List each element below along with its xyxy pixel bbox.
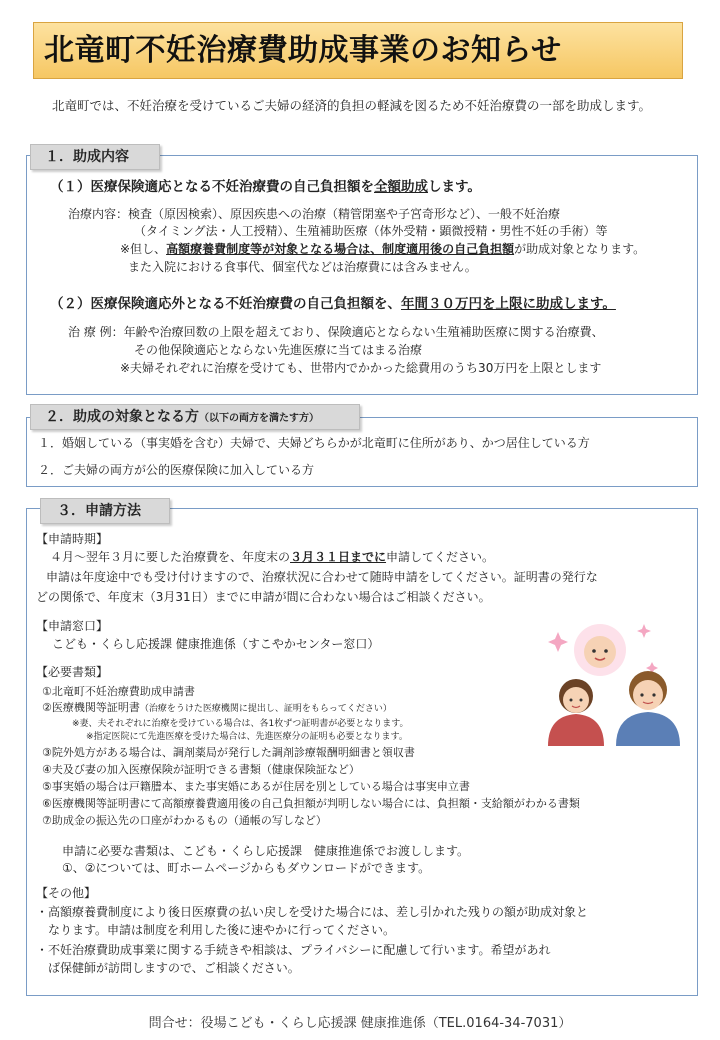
period-heading: 【申請時期】	[36, 532, 109, 546]
doc-item-3: ③院外処方がある場合は、調剤薬局が発行した調剤診療報酬明細書と領収書	[42, 746, 415, 759]
sub2-line3: ※夫婦それぞれに治療を受けても、世帯内でかかった総費用のうち30万円を上限とします	[120, 361, 602, 375]
section-1-tab: １．助成内容	[30, 144, 160, 170]
doc-item-2: ②医療機関等証明書（治療をうけた医療機関に提出し、証明をもらってください）	[42, 701, 392, 714]
window-heading: 【申請窓口】	[36, 619, 109, 633]
period-line-3: どの関係で、年度末（3月31日）までに申請が間に合わない場合はご相談ください。	[36, 590, 491, 604]
doc-item-2-sub-1: ※妻、夫それぞれに治療を受けている場合は、各1枚ずつ証明書が必要となります。	[72, 719, 409, 729]
other-2-line-2: ば保健師が訪問しますので、ご相談ください。	[48, 961, 300, 975]
period-line-2: 申請は年度途中でも受け付けますので、治療状況に合わせて随時申請をしてください。証明書の発行な	[46, 570, 598, 584]
man-icon	[616, 671, 680, 746]
section-1-sub2-heading: （２）医療保険適応外となる不妊治療費の自己負担額を、年間３０万円を上限に助成します。	[50, 296, 616, 312]
eligibility-item-2: ２．ご夫婦の両方が公的医療保険に加入している方	[38, 463, 315, 477]
sub1-line3: ※但し、高額療養費制度等が対象となる場合は、制度適用後の自己負担額が助成対象となります。	[120, 242, 646, 256]
baby-icon	[574, 624, 626, 676]
couple-illustration	[540, 618, 690, 748]
docs-heading: 【必要書類】	[36, 665, 109, 679]
doc-item-6: ⑥医療機関等証明書にて高額療養費適用後の自己負担額が判明しない場合には、負担額・支給額がわかる書類	[42, 797, 580, 810]
other-heading: 【その他】	[36, 886, 97, 900]
docs-note-2: ①、②については、町ホームページからもダウンロードができます。	[62, 861, 431, 875]
doc-item-7: ⑦助成金の振込先の口座がわかるもの（通帳の写しなど）	[42, 814, 327, 827]
sub2-line1: 治 療 例：年齢や治療回数の上限を超えており、保険適応とならない生殖補助医療に関する治療費、	[68, 325, 604, 339]
sub1-line4: また入院における食事代、個室代などは治療費には含みません。	[128, 260, 477, 274]
other-1-line-1: ・高額療養費制度により後日医療費の払い戻しを受けた場合には、差し引かれた残りの額が助成対象と	[36, 905, 589, 919]
section-2-tab: ２．助成の対象となる方（以下の両方を満たす方）	[30, 404, 360, 430]
sub1-line1: 治療内容：検査（原因検索）、原因疾患への治療（精管閉塞や子宮奇形など）、一般不妊治療	[68, 207, 561, 221]
doc-item-5: ⑤事実婚の場合は戸籍謄本、また事実婚にあるが住居を別としている場合は事実申立書	[42, 780, 470, 793]
page-title: 北竜町不妊治療費助成事業のお知らせ	[33, 22, 683, 79]
sub2-line2: その他保険適応とならない先進医療に当てはまる治療	[134, 343, 423, 357]
sub1-line2: （タイミング法・人工授精）、生殖補助医療（体外受精・顕微授精・男性不妊の手術）等	[134, 224, 608, 238]
section-3-tab: ３．申請方法	[40, 498, 170, 524]
eligibility-item-1: １．婚姻している（事実婚を含む）夫婦で、夫婦どちらかが北竜町に住所があり、かつ居住している方	[38, 436, 590, 450]
intro-text: 北竜町では、不妊治療を受けているご夫婦の経済的負担の軽減を図るため不妊治療費の一部を助成します。	[52, 98, 652, 113]
section-1-sub1-heading: （１）医療保険適応となる不妊治療費の自己負担額を全額助成します。	[50, 179, 481, 195]
doc-item-2-sub-2: ※指定医院にて先進医療を受けた場合は、先進医療分の証明も必要となります。	[86, 732, 408, 742]
contact-footer: 問合せ：役場こども・くらし応援課 健康推進係（TEL.0164-34-7031）	[148, 1016, 572, 1031]
woman-icon	[548, 679, 604, 746]
docs-note-1: 申請に必要な書類は、こども・くらし応援課 健康推進係でお渡しします。	[62, 844, 470, 858]
doc-item-4: ④夫及び妻の加入医療保険が証明できる書類（健康保険証など）	[42, 763, 360, 776]
period-line-1: ４月～翌年３月に要した治療費を、年度末の３月３１日までに申請してください。	[50, 550, 495, 564]
other-1-line-2: なります。申請は制度を利用した後に速やかに行ってください。	[48, 923, 396, 937]
window-line: こども・くらし応援課 健康推進係（すこやかセンター窓口）	[52, 637, 380, 651]
other-2-line-1: ・不妊治療費助成事業に関する手続きや相談は、プライバシーに配慮して行います。希望があれ	[36, 943, 551, 957]
doc-item-1: ①北竜町不妊治療費助成申請書	[42, 685, 195, 698]
